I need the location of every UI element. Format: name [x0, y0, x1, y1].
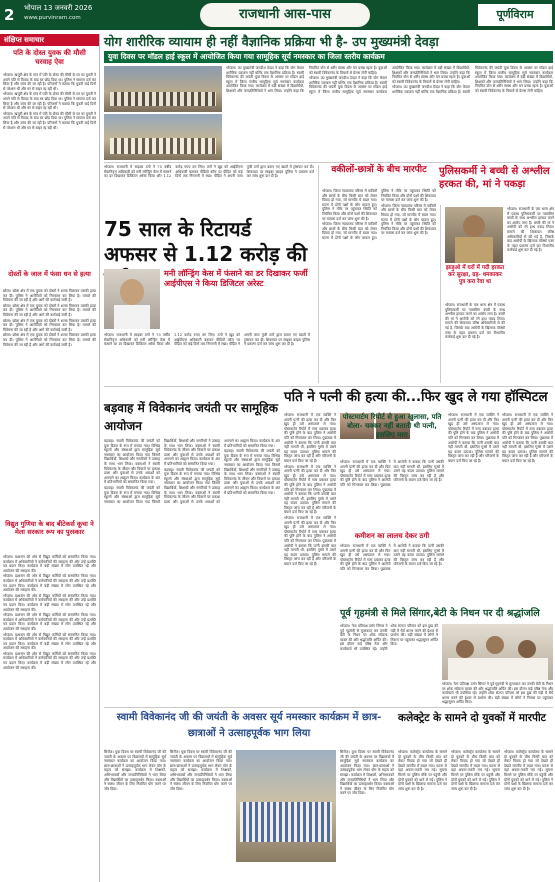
- sidebar-item-2-body: [0, 288, 99, 518]
- yoga2-body-right: [340, 750, 394, 880]
- top-subhead-band: [104, 51, 553, 63]
- sidebar-item-3-body: [0, 554, 99, 876]
- police-story: [440, 165, 553, 383]
- vivekananda-body: [104, 439, 280, 703]
- vivekananda-text: बड़वाह। स्वामी विवेकानंद की जयंती को युवा दिवस के रूप में मनाया गया। विभिन्न स्कूलों और संस्थाओं द्वारा सामूहिक सूर्य नमस्कार का आयोजन किया गया जिसमें विद्यार्थियों, शिक्षकों और नागरिकों ने उत्साह के साथ भाग लिया। वक्ताओं ने स्वामी विवेकानंद के जीवन और विचारों पर प्रकाश डाला और युवाओं से उनके आदर्शों को अपनाने का आह्वान किया। कार्यक्रम के अंत में प्रतिभागियों को सम्मानित किया गया।: [104, 439, 160, 485]
- sidebar-item-1-body: [0, 72, 99, 268]
- murder-text-cont: भोपाल। राजधानी में एक व्यक्ति ने अपनी पत्नी की हत्या कर दी और फिर खुद ही उसे अस्पताल ले गया। पोस्टमार्टम रिपोर्ट में गला दबाकर हत्या की पुष्टि होने के बाद पुलिस ने आरोपी पति को गिरफ्तार कर लिया। पूछताछ में आरोपी ने बताया कि पत्नी उसकी बात नहीं मानती थी, इसलिए गुस्से में उसने यह कदम उठाया। पुलिस मामले की विस्तृत जांच कर रही है और परिजनों के बयान दर्ज किए जा रहे हैं।: [284, 464, 336, 515]
- tribute-photo: [442, 624, 553, 680]
- yoga-photo-1: [104, 66, 222, 112]
- police-photo-caption: झाड़ुओ में घरों में गदी हरकत कर सुरक्षा, ग्रह- धमकाकर पुत्र करा रेवा था: [445, 265, 505, 285]
- divider: [104, 707, 553, 708]
- sidebar-header: संक्षिप्त समाचार: [0, 34, 99, 46]
- lawyers-story: [318, 165, 436, 383]
- yoga2-text: सिरोंज। युवा दिवस पर स्वामी विवेकानंद जी की जयंती के अवसर पर विद्यालयों में सामूहिक सूर्य नमस्कार कार्यक्रम का आयोजन किया गया। छात्र-छात्राओं ने उत्साहपूर्वक भाग लेकर योग के महत्व को समझा। कार्यक्रम में शिक्षकों, अभिभावकों और जनप्रतिनिधियों ने भाग लिया और विद्यार्थियों का उत्साहवर्धन किया। वक्ताओं ने स्वस्थ जीवन के लिए नियमित योग करने पर जोर दिया।: [104, 750, 166, 791]
- murder-subhead: पोस्टमार्टम रिपोर्ट से हुआ खुलासा, पति बोला- चक्कर नहीं बताती थी पत्नी, इसलिए मारा: [342, 413, 442, 439]
- dateline: भोपाल 13 जनवरी 2026: [24, 4, 93, 12]
- sidebar-item-3-text-cont: भोपाल। प्रशासन की ओर से विद्युत कर्मियों को सम्मानित किया गया। कार्यक्रम में अधिकारियों ने कर्मचारियों की सराहना की और उन्हें प्रशस्ति पत्र प्रदान किए। कार्यक्रम में बड़ी संख्या में लोग उपस्थित रहे और आयोजन की सराहना की।: [3, 574, 96, 593]
- collectorate-headline: कलेक्ट्रेट के सामने दो युवकों में मारपीट: [398, 712, 546, 724]
- tribute-text: भोपाल। नेता प्रतिपक्ष उमंग सिंगार ने पूर्व गृहमंत्री से मुलाकात कर उनकी बेटी के निधन पर शोक संवेदना व्यक्त की और श्रद्धांजलि अर्पित की। इस दौरान कई वरिष्ठ नेता और कार्यकर्ता भी उपस्थित रहे। उन्होंने शोक संतप्त परिवार को इस दुख की घड़ी में धैर्य धारण करने की ईश्वर से प्रार्थना की। बड़ी संख्या में लोगों ने निवास पर पहुंचकर श्रद्धासुमन अर्पित किए।: [340, 624, 439, 651]
- divider: [104, 162, 553, 163]
- top-story-body: [226, 66, 553, 160]
- collectorate-text-cont: भोपाल। कलेक्ट्रेट कार्यालय के सामने दो युवकों के बीच किसी बात को लेकर विवाद हो गया जो देखते ही देखते मारपीट में बदल गया। घटना से वहां अफरा-तफरी मच गई। सूचना मिलने पर पुलिस मौके पर पहुंची और दोनों युवकों को थाने ले गई। पुलिस ने दोनों पक्षों के खिलाफ मामला दर्ज कर जांच शुरू कर दी है।: [451, 750, 500, 791]
- tribute-headline: पूर्व गृहमंत्री से मिले सिंगार,बेटी के निधन पर दी श्रद्धांजलि: [340, 608, 540, 619]
- yoga2-body: [104, 750, 232, 880]
- yoga2-photo: [236, 750, 336, 862]
- murder-text-right-cont: भोपाल। राजधानी में एक व्यक्ति ने अपनी पत्नी की हत्या कर दी और फिर खुद ही उसे अस्पताल ले गया। पोस्टमार्टम रिपोर्ट में गला दबाकर हत्या की पुष्टि होने के बाद पुलिस ने आरोपी पति को गिरफ्तार कर लिया। पूछताछ में आरोपी ने बताया कि पत्नी उसकी बात नहीं मानती थी, इसलिए गुस्से में उसने यह कदम उठाया। पुलिस मामले की विस्तृत जांच कर रही है और परिजनों के बयान दर्ज किए जा रहे हैं।: [502, 413, 553, 463]
- sidebar-item-2-text-cont: छोला। छोला क्षेत्र में एक युवक को दोस्तों ने शराब पिलाकर उसकी हत्या कर दी। पुलिस ने आरोपियों को गिरफ्तार कर लिया है। मामले की विवेचना की जा रही है और आगे की कार्रवाई जारी है।: [3, 303, 96, 317]
- lawyers-text-cont: भोपाल। जिला न्यायालय परिसर में वकीलों और छात्रों के बीच किसी बात को लेकर विवाद हो गया, जो मारपीट में बदल गया। घटना में दोनों पक्षों के लोग घायल हुए। पुलिस ने मौके पर पहुंचकर स्थिति को नियंत्रित किया और दोनों पक्षों की शिकायत पर मामला दर्ज कर जांच शुरू की है।: [322, 189, 436, 240]
- sidebar-item-2-text: छोला। छोला क्षेत्र में एक युवक को दोस्तों ने शराब पिलाकर उसकी हत्या कर दी। पुलिस ने आरोपियों को गिरफ्तार कर लिया है। मामले की विवेचना की जा रही है और आगे की कार्रवाई जारी है।: [3, 289, 96, 303]
- murder-body-col1: [284, 413, 336, 705]
- lawyers-headline: वकीलों-छात्रों के बीच मारपीट: [331, 165, 427, 175]
- murder-text: भोपाल। राजधानी में एक व्यक्ति ने अपनी पत्नी की हत्या कर दी और फिर खुद ही उसे अस्पताल ले गया। पोस्टमार्टम रिपोर्ट में गला दबाकर हत्या की पुष्टि होने के बाद पुलिस ने आरोपी पति को गिरफ्तार कर लिया। पूछताछ में आरोपी ने बताया कि पत्नी उसकी बात नहीं मानती थी, इसलिए गुस्से में उसने यह कदम उठाया। पुलिस मामले की विस्तृत जांच कर रही है और परिजनों के बयान दर्ज किए जा रहे हैं।: [284, 413, 336, 463]
- sidebar-item-3-text-cont3: भोपाल। प्रशासन की ओर से विद्युत कर्मियों को सम्मानित किया गया। कार्यक्रम में अधिकारियों ने कर्मचारियों की सराहना की और उन्हें प्रशस्ति पत्र प्रदान किए। कार्यक्रम में बड़ी संख्या में लोग उपस्थित रहे और आयोजन की सराहना की।: [3, 613, 96, 631]
- murder-body-col3: [448, 413, 553, 505]
- tribute-body: [340, 624, 438, 704]
- sidebar-item-3-title: विद्युत गुणिया के बाद बीटेकर्स कूचा ने मेला सरकार रूप का पुरस्कार: [5, 520, 94, 536]
- murder-body-col2: [340, 460, 444, 504]
- fraud-text: भोपाल। राजधानी में साइबर ठगों ने 75 वर्षीय सेवानिवृत्त अधिकारी को मनी लॉन्ड्रिंग केस में फंसाने का डर दिखाकर डिजिटल अरेस्ट किया और 1.12 करोड़ रुपए ठग लिए। ठगों ने खुद को आईपीएस अधिकारी बताकर वीडियो कॉल पर पीड़ित को कई दिनों तक निगरानी में रखा। पीड़ित ने अपनी जमा पूंजी ठगों द्वारा बताए गए खातों में ट्रांसफर कर दी। शिकायत पर साइबर क्राइम पुलिस ने प्रकरण दर्ज कर जांच शुरू कर दी है।: [104, 333, 310, 347]
- top-story-text-cont2: भोपाल। उप मुख्यमंत्री जगदीश देवड़ा ने कहा कि योग केवल शारीरिक व्यायाम नहीं बल्कि एक वैज्ञानिक प्रक्रिया है। स्वामी विवेकानंद की जयंती युवा दिवस के अवसर पर मॉडल हाई स्कूल में जिला स्तरीय सामूहिक सूर्य नमस्कार कार्यक्रम आयोजित किया गया। कार्यक्रम में बड़ी संख्या में विद्यार्थियों, शिक्षकों और जनप्रतिनिधियों ने भाग लिया। उन्होंने कहा कि नियमित योग से शरीर स्वस्थ और मन प्रसन्न रहता है। युवाओं को स्वामी विवेकानंद के विचारों से प्रेरणा लेनी चाहिए।: [392, 66, 553, 94]
- murder-headline: पति ने पत्नी की हत्या की...फिर खुद ले गया हॉस्पिटल: [284, 390, 548, 405]
- police-photo: [445, 207, 503, 263]
- sidebar-item-3-text-cont4: भोपाल। प्रशासन की ओर से विद्युत कर्मियों को सम्मानित किया गया। कार्यक्रम में अधिकारियों ने कर्मचारियों की सराहना की और उन्हें प्रशस्ति पत्र प्रदान किए। कार्यक्रम में बड़ी संख्या में लोग उपस्थित रहे और आयोजन की सराहना की।: [3, 632, 96, 651]
- sidebar-item-2-title: दोस्तों के जाल में फंसा धन से हत्या: [8, 270, 91, 278]
- sidebar-item-3-text-cont5: भोपाल। प्रशासन की ओर से विद्युत कर्मियों को सम्मानित किया गया। कार्यक्रम में अधिकारियों ने कर्मचारियों की सराहना की और उन्हें प्रशस्ति पत्र प्रदान किए। कार्यक्रम में बड़ी संख्या में लोग उपस्थित रहे और आयोजन की सराहना की।: [3, 651, 96, 670]
- page-number: 2: [4, 6, 15, 24]
- sidebar-item-1-title: पति के दोस्त युवक की मौसी चरवाह ऐवा: [13, 49, 86, 66]
- vivekananda-text-cont: बड़वाह। स्वामी विवेकानंद की जयंती को युवा दिवस के रूप में मनाया गया। विभिन्न स्कूलों और संस्थाओं द्वारा सामूहिक सूर्य नमस्कार का आयोजन किया गया जिसमें विद्यार्थियों, शिक्षकों और नागरिकों ने उत्साह के साथ भाग लिया। वक्ताओं ने स्वामी विवेकानंद के जीवन और विचारों पर प्रकाश डाला और युवाओं से उनके आदर्शों को अपनाने का आह्वान किया। कार्यक्रम के अंत में प्रतिभागियों को सम्मानित किया गया।: [104, 439, 220, 504]
- fraud-text-upper: भोपाल। राजधानी में साइबर ठगों ने 75 वर्षीय सेवानिवृत्त अधिकारी को मनी लॉन्ड्रिंग केस में फंसाने का डर दिखाकर डिजिटल अरेस्ट किया और 1.12 करोड़ रुपए ठग लिए। ठगों ने खुद को आईपीएस अधिकारी बताकर वीडियो कॉल पर पीड़ित को कई दिनों तक निगरानी में रखा। पीड़ित ने अपनी जमा पूंजी ठगों द्वारा बताए गए खातों में ट्रांसफर कर दी। शिकायत पर साइबर क्राइम पुलिस ने प्रकरण दर्ज कर जांच शुरू कर दी है।: [104, 165, 314, 179]
- lawyers-body: [322, 189, 436, 381]
- fraud-body-upper: [104, 165, 314, 215]
- collectorate-text: भोपाल। कलेक्ट्रेट कार्यालय के सामने दो युवकों के बीच किसी बात को लेकर विवाद हो गया जो देखते ही देखते मारपीट में बदल गया। घटना से वहां अफरा-तफरी मच गई। सूचना मिलने पर पुलिस मौके पर पहुंची और दोनों युवकों को थाने ले गई। पुलिस ने दोनों पक्षों के खिलाफ मामला दर्ज कर जांच शुरू कर दी है।: [398, 750, 447, 791]
- tribute-body-lower: [442, 682, 553, 704]
- sidebar-item-1-text: भोपाल। खजुरी क्षेत्र के गांव में पति के दोस्त की मौसी के घर पर युवती ने अपने पति से विवाद के बाद घर छोड़ दिया था। पुलिस ने मामला दर्ज कर लिया है और जांच की जा रही है। परिजनों ने बताया कि युवती कई दिनों से परेशान थी और घर से बाहर रह रही थी।: [3, 73, 96, 91]
- fraud-headline: 75 साल के रिटायर्ड अफसर से 1.12 करोड़ की: [104, 217, 308, 266]
- lawyers-text-cont2: भोपाल। जिला न्यायालय परिसर में वकीलों और छात्रों के बीच किसी बात को लेकर विवाद हो गया, जो मारपीट में बदल गया। घटना में दोनों पक्षों के लोग घायल हुए। पुलिस ने मौके पर पहुंचकर स्थिति को नियंत्रित किया और दोनों पक्षों की शिकायत पर मामला दर्ज कर जांच शुरू की है।: [381, 203, 436, 236]
- murder-text-lower: भोपाल। राजधानी में एक व्यक्ति ने अपनी पत्नी की हत्या कर दी और फिर खुद ही उसे अस्पताल ले गया। पोस्टमार्टम रिपोर्ट में गला दबाकर हत्या की पुष्टि होने के बाद पुलिस ने आरोपी पति को गिरफ्तार कर लिया। पूछताछ में आरोपी ने बताया कि पत्नी उसकी बात नहीं मानती थी, इसलिए गुस्से में उसने यह कदम उठाया। पुलिस मामले की विस्तृत जांच कर रही है और परिजनों के बयान दर्ज किए जा रहे हैं।: [340, 544, 444, 571]
- sidebar-item-3-text: भोपाल। प्रशासन की ओर से विद्युत कर्मियों को सम्मानित किया गया। कार्यक्रम में अधिकारियों ने कर्मचारियों की सराहना की और उन्हें प्रशस्ति पत्र प्रदान किए। कार्यक्रम में बड़ी संख्या में लोग उपस्थित रहे और आयोजन की सराहना की।: [3, 555, 96, 573]
- top-subhead: युवा दिवस पर मॉडल हाई स्कूल में आयोजित किया गया सामूहिक सूर्य नमस्कार का जिला स्तरीय कार्यक्रम: [108, 52, 385, 61]
- fraud-victim-photo: [104, 269, 160, 329]
- police-body-right: [507, 207, 554, 381]
- top-headline: योग शारीरिक व्यायाम ही नहीं वैज्ञानिक प्रक्रिया भी है- उप मुख्यमंत्री देवड़ा: [104, 34, 439, 49]
- murder-text-mid: भोपाल। राजधानी में एक व्यक्ति ने अपनी पत्नी की हत्या कर दी और फिर खुद ही उसे अस्पताल ले गया। पोस्टमार्टम रिपोर्ट में गला दबाकर हत्या की पुष्टि होने के बाद पुलिस ने आरोपी पति को गिरफ्तार कर लिया। पूछताछ में आरोपी ने बताया कि पत्नी उसकी बात नहीं मानती थी, इसलिए गुस्से में उसने यह कदम उठाया। पुलिस मामले की विस्तृत जांच कर रही है और परिजनों के बयान दर्ज किए जा रहे हैं।: [340, 460, 444, 487]
- vivekananda-headline: बड़वाह में विवेकानंद जयंती पर सामूहिक आयोजन: [104, 401, 278, 433]
- top-story-text: भोपाल। उप मुख्यमंत्री जगदीश देवड़ा ने कहा कि योग केवल शारीरिक व्यायाम नहीं बल्कि एक वैज्ञानिक प्रक्रिया है। स्वामी विवेकानंद की जयंती युवा दिवस के अवसर पर मॉडल हाई स्कूल में जिला स्तरीय सामूहिक सूर्य नमस्कार कार्यक्रम आयोजित किया गया। कार्यक्रम में बड़ी संख्या में विद्यार्थियों, शिक्षकों और जनप्रतिनिधियों ने भाग लिया। उन्होंने कहा कि नियमित योग से शरीर स्वस्थ और मन प्रसन्न रहता है। युवाओं को स्वामी विवेकानंद के विचारों से प्रेरणा लेनी चाहिए।: [226, 66, 387, 93]
- yoga2-text-right: सिरोंज। युवा दिवस पर स्वामी विवेकानंद जी की जयंती के अवसर पर विद्यालयों में सामूहिक सूर्य नमस्कार कार्यक्रम का आयोजन किया गया। छात्र-छात्राओं ने उत्साहपूर्वक भाग लेकर योग के महत्व को समझा। कार्यक्रम में शिक्षकों, अभिभावकों और जनप्रतिनिधियों ने भाग लिया और विद्यार्थियों का उत्साहवर्धन किया। वक्ताओं ने स्वस्थ जीवन के लिए नियमित योग करने पर जोर दिया।: [340, 750, 394, 796]
- sidebar-item-2-text-cont3: छोला। छोला क्षेत्र में एक युवक को दोस्तों ने शराब पिलाकर उसकी हत्या कर दी। पुलिस ने आरोपियों को गिरफ्तार कर लिया है। मामले की विवेचना की जा रही है और आगे की कार्रवाई जारी है।: [3, 333, 96, 347]
- police-headline: पुलिसकर्मी ने बच्ची से अश्लील हरकत की, मां ने पकड़ा: [439, 165, 554, 205]
- tribute-text-lower: भोपाल। नेता प्रतिपक्ष उमंग सिंगार ने पूर्व गृहमंत्री से मुलाकात कर उनकी बेटी के निधन पर शोक संवेदना व्यक्त की और श्रद्धांजलि अर्पित की। इस दौरान कई वरिष्ठ नेता और कार्यकर्ता भी उपस्थित रहे। उन्होंने शोक संतप्त परिवार को इस दुख की घड़ी में धैर्य धारण करने की ईश्वर से प्रार्थना की। बड़ी संख्या में लोगों ने निवास पर पहुंचकर श्रद्धासुमन अर्पित किए।: [442, 682, 553, 705]
- yoga2-headline: स्वामी विवेकानंद जी की जयंती के अवसर सूर्य नमस्कार कार्यक्रम में छात्र-छात्राओं ने उत्साहपूर्वक भाग लिया: [116, 712, 382, 739]
- sidebar: [0, 34, 100, 882]
- collectorate-body: [398, 750, 553, 880]
- police-text-cont: भोपाल। राजधानी के एक थाना क्षेत्र में पदस्थ पुलिसकर्मी पर नाबालिग बच्ची के साथ अश्लील हरकत करने का आरोप लगा है। बच्ची की मां ने आरोपी को रंगे हाथ पकड़ लिया। मामले की शिकायत वरिष्ठ अधिकारियों से की गई है, जिसके बाद आरोपी के खिलाफ पॉक्सो एक्ट के तहत प्रकरण दर्ज कर विभागीय कार्रवाई शुरू कर दी गई है।: [445, 303, 505, 340]
- divider: [104, 386, 553, 387]
- murder-body-col4: [340, 544, 444, 604]
- police-text: भोपाल। राजधानी के एक थाना क्षेत्र में पदस्थ पुलिसकर्मी पर नाबालिग बच्ची के साथ अश्लील हरकत करने का आरोप लगा है। बच्ची की मां ने आरोपी को रंगे हाथ पकड़ लिया। मामले की शिकायत वरिष्ठ अधिकारियों से की गई है, जिसके बाद आरोपी के खिलाफ पॉक्सो एक्ट के तहत प्रकरण दर्ज कर विभागीय कार्रवाई शुरू कर दी गई है।: [507, 207, 554, 253]
- top-story-text-cont: भोपाल। उप मुख्यमंत्री जगदीश देवड़ा ने कहा कि योग केवल शारीरिक व्यायाम नहीं बल्कि एक वैज्ञानिक प्रक्रिया है। स्वामी विवेकानंद की जयंती युवा दिवस के अवसर पर मॉडल हाई स्कूल में जिला स्तरीय सामूहिक सूर्य नमस्कार कार्यक्रम आयोजित किया गया। कार्यक्रम में बड़ी संख्या में विद्यार्थियों, शिक्षकों और जनप्रतिनिधियों ने भाग लिया। उन्होंने कहा कि नियमित योग से शरीर स्वस्थ और मन प्रसन्न रहता है। युवाओं को स्वामी विवेकानंद के विचारों से प्रेरणा लेनी चाहिए।: [309, 66, 470, 94]
- sidebar-item-1-text-cont: भोपाल। खजुरी क्षेत्र के गांव में पति के दोस्त की मौसी के घर पर युवती ने अपने पति से विवाद के बाद घर छोड़ दिया था। पुलिस ने मामला दर्ज कर लिया है और जांच की जा रही है। परिजनों ने बताया कि युवती कई दिनों से परेशान थी और घर से बाहर रह रही थी।: [3, 92, 96, 111]
- lawyers-text: भोपाल। जिला न्यायालय परिसर में वकीलों और छात्रों के बीच किसी बात को लेकर विवाद हो गया, जो मारपीट में बदल गया। घटना में दोनों पक्षों के लोग घायल हुए। पुलिस ने मौके पर पहुंचकर स्थिति को नियंत्रित किया और दोनों पक्षों की शिकायत पर मामला दर्ज कर जांच शुरू की है।: [322, 189, 377, 221]
- vivekananda-story: [104, 389, 280, 705]
- sidebar-item-1-text-cont2: भोपाल। खजुरी क्षेत्र के गांव में पति के दोस्त की मौसी के घर पर युवती ने अपने पति से विवाद के बाद घर छोड़ दिया था। पुलिस ने मामला दर्ज कर लिया है और जांच की जा रही है। परिजनों ने बताया कि युवती कई दिनों से परेशान थी और घर से बाहर रह रही थी।: [3, 111, 96, 130]
- murder-text-right: भोपाल। राजधानी में एक व्यक्ति ने अपनी पत्नी की हत्या कर दी और फिर खुद ही उसे अस्पताल ले गया। पोस्टमार्टम रिपोर्ट में गला दबाकर हत्या की पुष्टि होने के बाद पुलिस ने आरोपी पति को गिरफ्तार कर लिया। पूछताछ में आरोपी ने बताया कि पत्नी उसकी बात नहीं मानती थी, इसलिए गुस्से में उसने यह कदम उठाया। पुलिस मामले की विस्तृत जांच कर रही है और परिजनों के बयान दर्ज किए जा रहे हैं।: [448, 413, 499, 463]
- vivekananda-text-cont2: बड़वाह। स्वामी विवेकानंद की जयंती को युवा दिवस के रूप में मनाया गया। विभिन्न स्कूलों और संस्थाओं द्वारा सामूहिक सूर्य नमस्कार का आयोजन किया गया जिसमें विद्यार्थियों, शिक्षकों और नागरिकों ने उत्साह के साथ भाग लिया। वक्ताओं ने स्वामी विवेकानंद के जीवन और विचारों पर प्रकाश डाला और युवाओं से उनके आदर्शों को अपनाने का आह्वान किया। कार्यक्रम के अंत में प्रतिभागियों को सम्मानित किया गया।: [164, 439, 280, 504]
- brand-logo: पूर्णविराम: [478, 4, 552, 26]
- police-body-left: [445, 303, 505, 381]
- murder-sub2: कमीशन का लालच देकर ठगी: [354, 532, 430, 540]
- yoga-photo-2: [104, 114, 222, 160]
- murder-text-cont2: भोपाल। राजधानी में एक व्यक्ति ने अपनी पत्नी की हत्या कर दी और फिर खुद ही उसे अस्पताल ले गया। पोस्टमार्टम रिपोर्ट में गला दबाकर हत्या की पुष्टि होने के बाद पुलिस ने आरोपी पति को गिरफ्तार कर लिया। पूछताछ में आरोपी ने बताया कि पत्नी उसकी बात नहीं मानती थी, इसलिए गुस्से में उसने यह कदम उठाया। पुलिस मामले की विस्तृत जांच कर रही है और परिजनों के बयान दर्ज किए जा रहे हैं।: [284, 516, 336, 566]
- masthead: [0, 0, 555, 30]
- website[interactable]: www.purvinram.com: [24, 15, 81, 21]
- sidebar-item-2-text-cont2: छोला। छोला क्षेत्र में एक युवक को दोस्तों ने शराब पिलाकर उसकी हत्या कर दी। पुलिस ने आरोपियों को गिरफ्तार कर लिया है। मामले की विवेचना की जा रही है और आगे की कार्रवाई जारी है।: [3, 318, 96, 332]
- collectorate-text-cont2: भोपाल। कलेक्ट्रेट कार्यालय के सामने दो युवकों के बीच किसी बात को लेकर विवाद हो गया जो देखते ही देखते मारपीट में बदल गया। घटना से वहां अफरा-तफरी मच गई। सूचना मिलने पर पुलिस मौके पर पहुंची और दोनों युवकों को थाने ले गई। पुलिस ने दोनों पक्षों के खिलाफ मामला दर्ज कर जांच शुरू कर दी है।: [504, 750, 553, 791]
- section-title: राजधानी आस-पास: [200, 3, 370, 27]
- fraud-photo-caption: मनी लॉन्ड्रिंग केस में फंसाने का डर दिखाकर फर्जी आईपीएस ने किया डिजिटल अरेस्ट: [164, 269, 308, 288]
- sidebar-item-3-text-cont2: भोपाल। प्रशासन की ओर से विद्युत कर्मियों को सम्मानित किया गया। कार्यक्रम में अधिकारियों ने कर्मचारियों की सराहना की और उन्हें प्रशस्ति पत्र प्रदान किए। कार्यक्रम में बड़ी संख्या में लोग उपस्थित रहे और आयोजन की सराहना की।: [3, 593, 96, 612]
- vivekananda-text-cont3: बड़वाह। स्वामी विवेकानंद की जयंती को युवा दिवस के रूप में मनाया गया। विभिन्न स्कूलों और संस्थाओं द्वारा सामूहिक सूर्य नमस्कार का आयोजन किया गया जिसमें विद्यार्थियों, शिक्षकों और नागरिकों ने उत्साह के साथ भाग लिया। वक्ताओं ने स्वामी विवेकानंद के जीवन और विचारों पर प्रकाश डाला और युवाओं से उनके आदर्शों को अपनाने का आह्वान किया। कार्यक्रम के अंत में प्रतिभागियों को सम्मानित किया गया।: [224, 449, 280, 495]
- fraud-body: [104, 333, 310, 381]
- yoga2-text-cont: सिरोंज। युवा दिवस पर स्वामी विवेकानंद जी की जयंती के अवसर पर विद्यालयों में सामूहिक सूर्य नमस्कार कार्यक्रम का आयोजन किया गया। छात्र-छात्राओं ने उत्साहपूर्वक भाग लेकर योग के महत्व को समझा। कार्यक्रम में शिक्षकों, अभिभावकों और जनप्रतिनिधियों ने भाग लिया और विद्यार्थियों का उत्साहवर्धन किया। वक्ताओं ने स्वस्थ जीवन के लिए नियमित योग करने पर जोर दिया।: [170, 750, 232, 791]
